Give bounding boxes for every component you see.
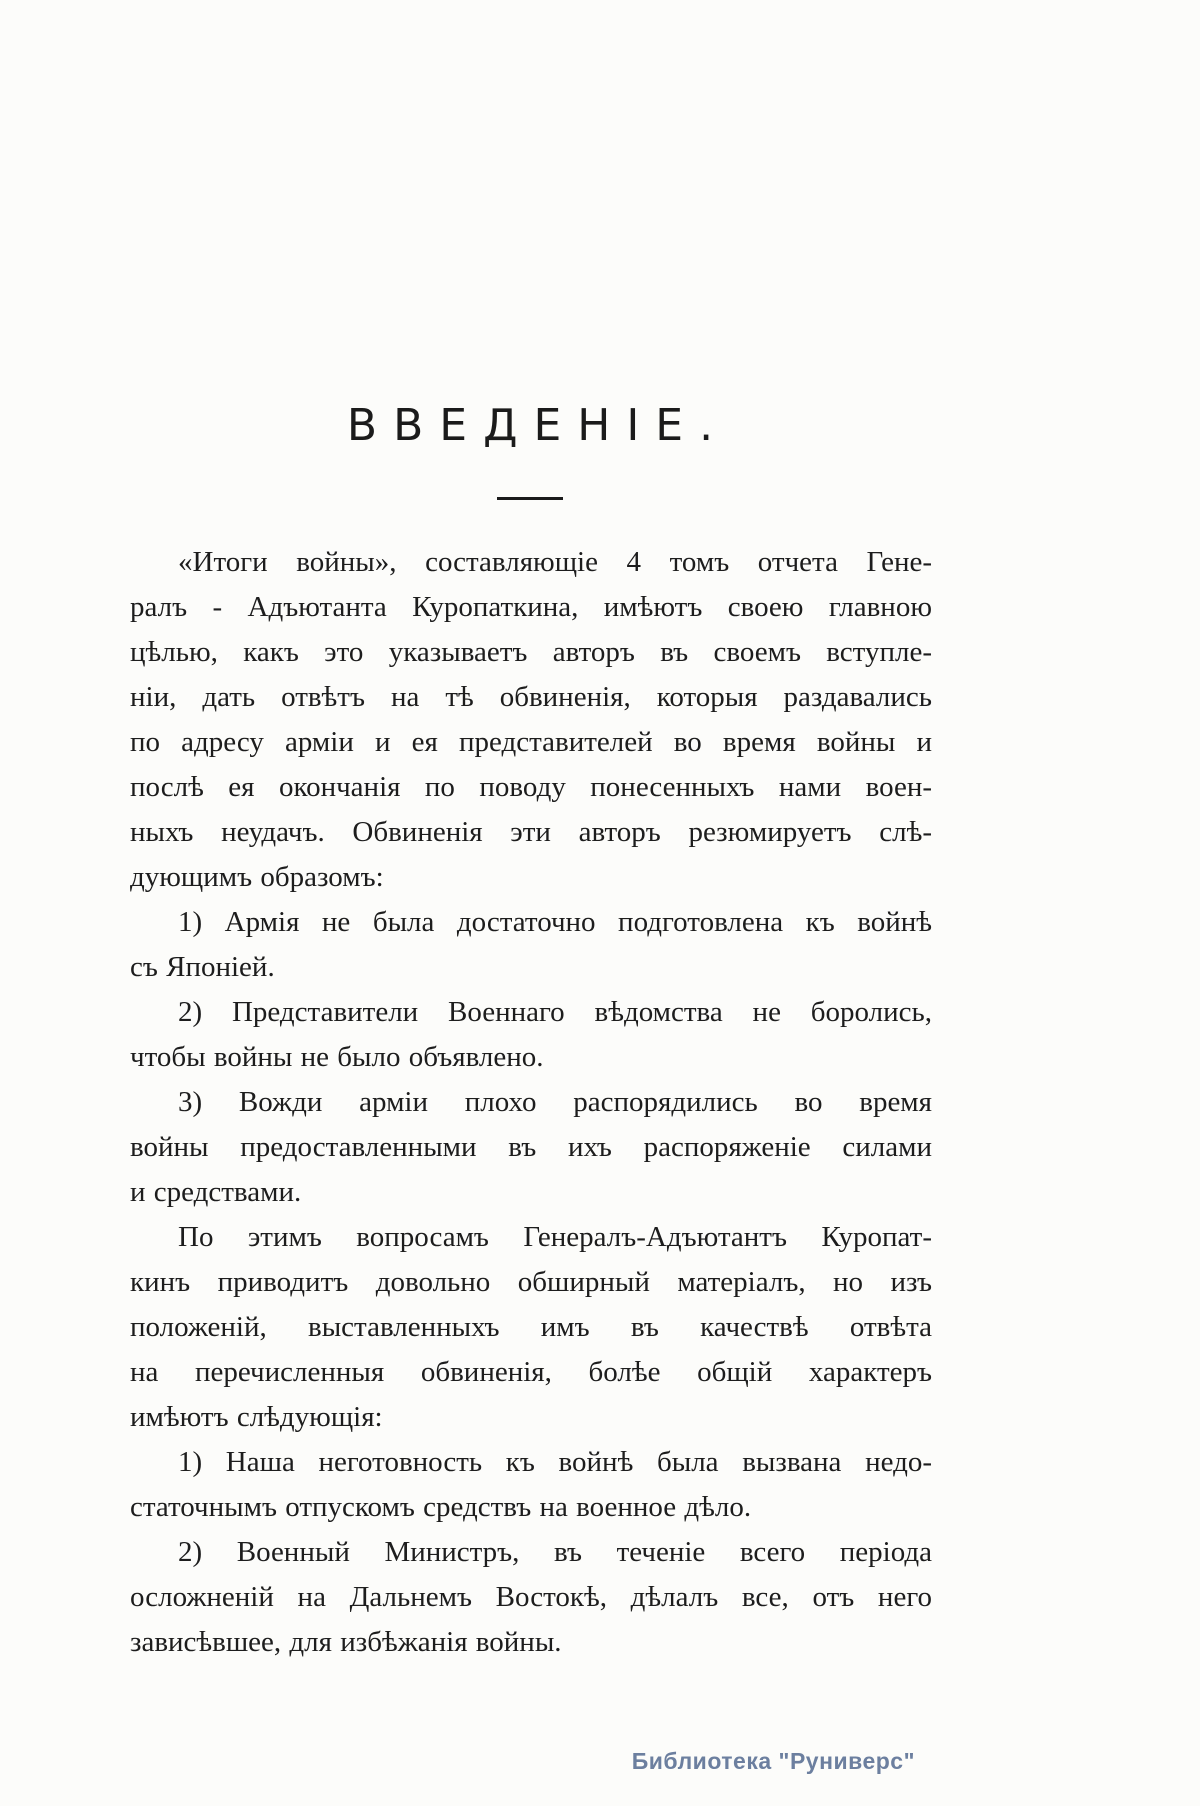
paragraph — [130, 990, 932, 1080]
text-line: статочнымъ отпускомъ средствъ на военное дѣло. — [130, 1491, 752, 1523]
text-line: ніи, дать отвѣтъ на тѣ обвиненія, которыя раздавались — [130, 681, 932, 713]
text-line: ралъ - Адъютанта Куропаткина, имѣютъ своею главною — [130, 591, 932, 623]
text-block — [130, 540, 932, 1665]
text-line: 1) Наша неготовность къ войнѣ была вызвана недо- — [178, 1446, 932, 1478]
paragraph — [130, 1080, 932, 1215]
text-line: послѣ ея окончанія по поводу понесенныхъ нами воен- — [130, 771, 932, 803]
text-line: и средствами. — [130, 1176, 302, 1208]
text-line: по адресу арміи и ея представителей во время войны и — [130, 726, 932, 758]
title-divider-rule — [497, 497, 563, 500]
library-watermark: Библиотека "Руниверс" — [631, 1748, 915, 1774]
text-line: кинъ приводитъ довольно обширный матеріалъ, но изъ — [130, 1266, 932, 1298]
text-line: положеній, выставленныхъ имъ въ качествѣ отвѣта — [130, 1311, 932, 1343]
text-line: чтобы войны не было объявлено. — [130, 1041, 544, 1073]
text-line: имѣютъ слѣдующія: — [130, 1401, 383, 1433]
text-line: 2) Представители Военнаго вѣдомства не боролись, — [178, 996, 932, 1028]
text-line: дующимъ образомъ: — [130, 861, 384, 893]
paragraph — [130, 900, 932, 990]
paragraph — [130, 1440, 932, 1530]
text-line: зависѣвшее, для избѣжанія войны. — [130, 1626, 562, 1658]
text-line: на перечисленныя обвиненія, болѣе общій характеръ — [130, 1356, 932, 1388]
paragraph — [130, 540, 932, 900]
text-line: цѣлью, какъ это указываетъ авторъ въ своемъ вступле- — [130, 636, 932, 668]
text-line: 1) Армія не была достаточно подготовлена къ войнѣ — [178, 906, 932, 938]
text-line: осложненій на Дальнемъ Востокѣ, дѣлалъ все, отъ него — [130, 1581, 932, 1613]
text-line: 3) Вожди арміи плохо распорядились во время — [178, 1086, 932, 1118]
text-line: «Итоги войны», составляющіе 4 томъ отчета Гене- — [178, 546, 932, 578]
text-line: 2) Военный Министръ, въ теченіе всего періода — [178, 1536, 932, 1568]
paragraph — [130, 1530, 932, 1665]
text-line: войны предоставленными въ ихъ распоряженіе силами — [130, 1131, 932, 1163]
page-title: ВВЕДЕНІЕ. — [346, 400, 730, 451]
paragraph — [130, 1215, 932, 1440]
text-line: съ Японіей. — [130, 951, 275, 983]
text-line: По этимъ вопросамъ Генералъ-Адъютантъ Куропат- — [178, 1221, 932, 1253]
text-line: ныхъ неудачъ. Обвиненія эти авторъ резюмируетъ слѣ- — [130, 816, 932, 848]
